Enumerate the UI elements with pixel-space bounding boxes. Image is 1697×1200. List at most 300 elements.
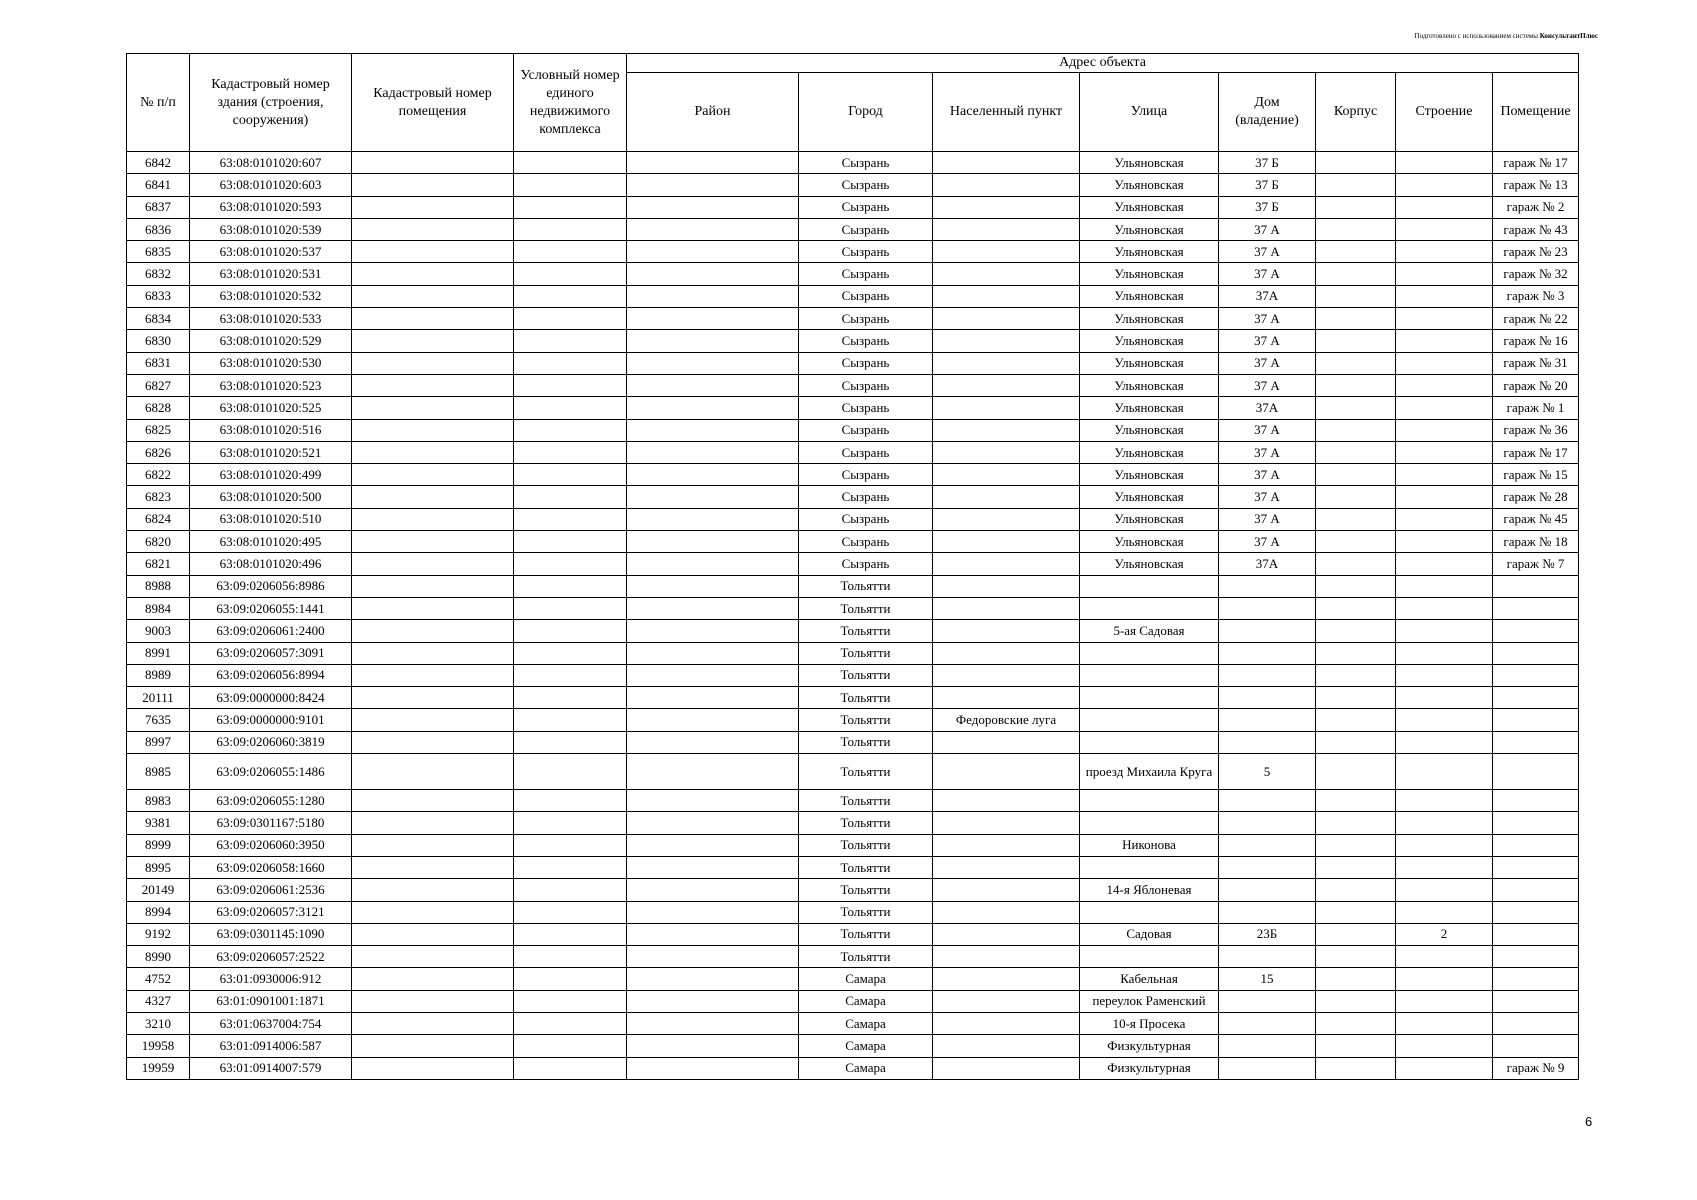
cell-num: 6834 [127, 308, 190, 330]
cell-room [1493, 754, 1579, 790]
cell-settlement [933, 968, 1080, 990]
cell-room [1493, 687, 1579, 709]
table-row [127, 834, 1579, 856]
cell-block [1316, 263, 1396, 285]
cell-district [627, 687, 799, 709]
cell-complex-number [514, 419, 627, 441]
cell-structure [1396, 642, 1493, 664]
cell-settlement [933, 687, 1080, 709]
cell-house [1219, 575, 1316, 597]
cell-block [1316, 441, 1396, 463]
cell-street: Ульяновская [1080, 330, 1219, 352]
cell-settlement [933, 464, 1080, 486]
cell-premise-cadastral [352, 441, 514, 463]
cell-settlement [933, 812, 1080, 834]
cell-num: 9381 [127, 812, 190, 834]
cell-num: 7635 [127, 709, 190, 731]
cell-room [1493, 834, 1579, 856]
cell-district [627, 330, 799, 352]
cell-district [627, 263, 799, 285]
cell-room: гараж № 43 [1493, 218, 1579, 240]
cell-street: Кабельная [1080, 968, 1219, 990]
cell-street: Ульяновская [1080, 464, 1219, 486]
cell-room [1493, 923, 1579, 945]
cell-street: переулок Раменский [1080, 990, 1219, 1012]
cell-district [627, 419, 799, 441]
cell-room: гараж № 31 [1493, 352, 1579, 374]
cell-premise-cadastral [352, 152, 514, 174]
cell-block [1316, 508, 1396, 530]
cell-room: гараж № 18 [1493, 531, 1579, 553]
cell-house: 37 Б [1219, 152, 1316, 174]
header-room: Помещение [1493, 73, 1579, 152]
cell-building-cadastral: 63:08:0101020:607 [190, 152, 352, 174]
cell-structure [1396, 834, 1493, 856]
cell-room: гараж № 28 [1493, 486, 1579, 508]
cell-room [1493, 620, 1579, 642]
cell-room [1493, 812, 1579, 834]
header-complex-number: Условный номер единого недвижимого комплекса [514, 54, 627, 152]
table-row [127, 308, 1579, 330]
cell-room [1493, 597, 1579, 619]
cell-city: Тольятти [799, 946, 933, 968]
cell-settlement [933, 531, 1080, 553]
cell-premise-cadastral [352, 419, 514, 441]
cell-city: Тольятти [799, 687, 933, 709]
cell-city: Сызрань [799, 263, 933, 285]
cell-settlement [933, 352, 1080, 374]
cell-premise-cadastral [352, 464, 514, 486]
cell-street: 10-я Просека [1080, 1012, 1219, 1034]
cell-premise-cadastral [352, 597, 514, 619]
cell-house: 23Б [1219, 923, 1316, 945]
cell-building-cadastral: 63:08:0101020:510 [190, 508, 352, 530]
cell-block [1316, 374, 1396, 396]
cell-structure [1396, 174, 1493, 196]
cell-num: 8994 [127, 901, 190, 923]
cell-street: Ульяновская [1080, 241, 1219, 263]
cell-district [627, 397, 799, 419]
cell-street: Ульяновская [1080, 285, 1219, 307]
cell-structure [1396, 1057, 1493, 1079]
cell-premise-cadastral [352, 575, 514, 597]
cell-building-cadastral: 63:08:0101020:529 [190, 330, 352, 352]
cell-street: Ульяновская [1080, 308, 1219, 330]
cell-district [627, 486, 799, 508]
cell-city: Тольятти [799, 834, 933, 856]
table-row [127, 790, 1579, 812]
cell-house: 37 Б [1219, 174, 1316, 196]
cell-room [1493, 901, 1579, 923]
cell-city: Тольятти [799, 754, 933, 790]
cell-complex-number [514, 330, 627, 352]
cell-house [1219, 946, 1316, 968]
cell-house [1219, 642, 1316, 664]
cell-block [1316, 241, 1396, 263]
cell-structure [1396, 812, 1493, 834]
cell-complex-number [514, 308, 627, 330]
cell-settlement [933, 923, 1080, 945]
cell-structure [1396, 263, 1493, 285]
cell-premise-cadastral [352, 812, 514, 834]
cell-complex-number [514, 946, 627, 968]
cell-settlement: Федоровские луга [933, 709, 1080, 731]
cell-building-cadastral: 63:08:0101020:523 [190, 374, 352, 396]
cell-num: 9003 [127, 620, 190, 642]
cell-house: 37 А [1219, 531, 1316, 553]
cell-building-cadastral: 63:08:0101020:495 [190, 531, 352, 553]
cell-district [627, 901, 799, 923]
cell-city: Тольятти [799, 620, 933, 642]
cell-district [627, 196, 799, 218]
cell-building-cadastral: 63:09:0206055:1441 [190, 597, 352, 619]
cell-house [1219, 709, 1316, 731]
cell-structure [1396, 285, 1493, 307]
cell-structure [1396, 508, 1493, 530]
cell-city: Сызрань [799, 464, 933, 486]
cell-room: гараж № 23 [1493, 241, 1579, 263]
cell-house [1219, 687, 1316, 709]
cell-complex-number [514, 374, 627, 396]
cell-district [627, 790, 799, 812]
cell-block [1316, 834, 1396, 856]
cell-settlement [933, 575, 1080, 597]
cell-structure [1396, 152, 1493, 174]
header-house: Дом (владение) [1219, 73, 1316, 152]
cell-premise-cadastral [352, 642, 514, 664]
cell-building-cadastral: 63:08:0101020:532 [190, 285, 352, 307]
cell-num: 6841 [127, 174, 190, 196]
cell-num: 6835 [127, 241, 190, 263]
cell-city: Сызрань [799, 241, 933, 263]
prepared-note-prefix: Подготовлено с использованием системы [1414, 32, 1538, 40]
cell-structure [1396, 901, 1493, 923]
cell-complex-number [514, 152, 627, 174]
cell-num: 6828 [127, 397, 190, 419]
cell-premise-cadastral [352, 241, 514, 263]
cell-settlement [933, 330, 1080, 352]
cell-structure [1396, 1035, 1493, 1057]
table-row [127, 196, 1579, 218]
cell-district [627, 308, 799, 330]
cell-block [1316, 531, 1396, 553]
cell-room: гараж № 2 [1493, 196, 1579, 218]
table-row [127, 174, 1579, 196]
cell-city: Тольятти [799, 597, 933, 619]
cell-building-cadastral: 63:09:0206057:3091 [190, 642, 352, 664]
cell-structure [1396, 553, 1493, 575]
table-row [127, 731, 1579, 753]
cell-settlement [933, 553, 1080, 575]
cell-block [1316, 464, 1396, 486]
cell-building-cadastral: 63:08:0101020:537 [190, 241, 352, 263]
cell-house [1219, 1057, 1316, 1079]
cell-house [1219, 812, 1316, 834]
cell-premise-cadastral [352, 553, 514, 575]
cell-num: 8991 [127, 642, 190, 664]
cell-street: Ульяновская [1080, 218, 1219, 240]
cell-num: 8984 [127, 597, 190, 619]
cell-house [1219, 597, 1316, 619]
cell-street: Ульяновская [1080, 419, 1219, 441]
cell-settlement [933, 790, 1080, 812]
cell-num: 8983 [127, 790, 190, 812]
cell-house [1219, 731, 1316, 753]
cell-street: Физкультурная [1080, 1057, 1219, 1079]
cell-structure [1396, 597, 1493, 619]
cell-premise-cadastral [352, 397, 514, 419]
cell-complex-number [514, 901, 627, 923]
cell-block [1316, 308, 1396, 330]
cell-city: Сызрань [799, 441, 933, 463]
cell-complex-number [514, 464, 627, 486]
cell-room [1493, 664, 1579, 686]
cell-city: Сызрань [799, 374, 933, 396]
cell-street [1080, 856, 1219, 878]
cell-city: Сызрань [799, 553, 933, 575]
cell-street: Ульяновская [1080, 397, 1219, 419]
cell-district [627, 152, 799, 174]
cell-room: гараж № 16 [1493, 330, 1579, 352]
cell-num: 6831 [127, 352, 190, 374]
cell-premise-cadastral [352, 834, 514, 856]
cell-complex-number [514, 642, 627, 664]
header-district: Район [627, 73, 799, 152]
cell-district [627, 879, 799, 901]
cell-city: Сызрань [799, 531, 933, 553]
cell-district [627, 241, 799, 263]
cell-settlement [933, 441, 1080, 463]
cell-street [1080, 642, 1219, 664]
cell-city: Тольятти [799, 790, 933, 812]
cell-house [1219, 620, 1316, 642]
cell-district [627, 946, 799, 968]
cell-complex-number [514, 990, 627, 1012]
cell-structure [1396, 196, 1493, 218]
cell-complex-number [514, 620, 627, 642]
cell-premise-cadastral [352, 901, 514, 923]
cell-structure [1396, 374, 1493, 396]
cell-city: Тольятти [799, 575, 933, 597]
cell-block [1316, 196, 1396, 218]
cell-district [627, 285, 799, 307]
cell-street: проезд Михаила Круга [1080, 754, 1219, 790]
cell-street: Ульяновская [1080, 553, 1219, 575]
cell-structure [1396, 620, 1493, 642]
cell-complex-number [514, 968, 627, 990]
cell-street: Никонова [1080, 834, 1219, 856]
cell-settlement [933, 642, 1080, 664]
cell-block [1316, 709, 1396, 731]
cell-block [1316, 174, 1396, 196]
cell-premise-cadastral [352, 709, 514, 731]
cell-num: 6830 [127, 330, 190, 352]
cell-street: 5-ая Садовая [1080, 620, 1219, 642]
cell-complex-number [514, 263, 627, 285]
table-row [127, 419, 1579, 441]
cell-num: 3210 [127, 1012, 190, 1034]
cell-house: 37 А [1219, 308, 1316, 330]
cell-settlement [933, 218, 1080, 240]
cell-building-cadastral: 63:09:0206055:1280 [190, 790, 352, 812]
cell-city: Сызрань [799, 196, 933, 218]
cell-complex-number [514, 687, 627, 709]
cell-district [627, 597, 799, 619]
cell-room [1493, 731, 1579, 753]
cell-num: 8985 [127, 754, 190, 790]
cell-block [1316, 553, 1396, 575]
cell-premise-cadastral [352, 1012, 514, 1034]
cell-num: 8988 [127, 575, 190, 597]
cell-num: 8997 [127, 731, 190, 753]
cell-premise-cadastral [352, 946, 514, 968]
table-row [127, 664, 1579, 686]
cell-settlement [933, 419, 1080, 441]
cell-premise-cadastral [352, 196, 514, 218]
cell-house: 37 Б [1219, 196, 1316, 218]
cell-house [1219, 1035, 1316, 1057]
cell-city: Сызрань [799, 174, 933, 196]
cell-district [627, 508, 799, 530]
cell-block [1316, 664, 1396, 686]
cell-building-cadastral: 63:09:0206055:1486 [190, 754, 352, 790]
header-settlement: Населенный пункт [933, 73, 1080, 152]
cell-structure [1396, 330, 1493, 352]
cell-premise-cadastral [352, 856, 514, 878]
table-row [127, 946, 1579, 968]
cell-house: 37 А [1219, 419, 1316, 441]
cell-block [1316, 856, 1396, 878]
cell-district [627, 834, 799, 856]
cell-structure [1396, 464, 1493, 486]
cell-complex-number [514, 285, 627, 307]
cell-house [1219, 834, 1316, 856]
cell-complex-number [514, 834, 627, 856]
registry-table-body [127, 152, 1579, 1080]
cell-block [1316, 597, 1396, 619]
cell-city: Самара [799, 1012, 933, 1034]
cell-district [627, 1035, 799, 1057]
cell-house: 37 А [1219, 241, 1316, 263]
cell-building-cadastral: 63:08:0101020:521 [190, 441, 352, 463]
cell-num: 19959 [127, 1057, 190, 1079]
cell-room: гараж № 17 [1493, 441, 1579, 463]
cell-city: Сызрань [799, 508, 933, 530]
table-row [127, 374, 1579, 396]
table-row [127, 241, 1579, 263]
cell-num: 20111 [127, 687, 190, 709]
cell-premise-cadastral [352, 731, 514, 753]
cell-house: 37 А [1219, 441, 1316, 463]
cell-block [1316, 330, 1396, 352]
cell-room: гараж № 1 [1493, 397, 1579, 419]
cell-city: Тольятти [799, 879, 933, 901]
cell-room: гараж № 9 [1493, 1057, 1579, 1079]
cell-structure [1396, 946, 1493, 968]
cell-street [1080, 901, 1219, 923]
header-address-group: Адрес объекта [627, 54, 1579, 73]
cell-district [627, 754, 799, 790]
cell-house: 37 А [1219, 330, 1316, 352]
cell-room: гараж № 22 [1493, 308, 1579, 330]
cell-block [1316, 879, 1396, 901]
table-row [127, 218, 1579, 240]
cell-street: Ульяновская [1080, 531, 1219, 553]
cell-settlement [933, 664, 1080, 686]
cell-district [627, 374, 799, 396]
cell-num: 6825 [127, 419, 190, 441]
table-row [127, 263, 1579, 285]
cell-num: 8990 [127, 946, 190, 968]
cell-city: Сызрань [799, 218, 933, 240]
cell-complex-number [514, 531, 627, 553]
table-row [127, 1035, 1579, 1057]
cell-room: гараж № 36 [1493, 419, 1579, 441]
cell-street [1080, 709, 1219, 731]
cell-room [1493, 856, 1579, 878]
cell-settlement [933, 174, 1080, 196]
cell-settlement [933, 152, 1080, 174]
cell-building-cadastral: 63:08:0101020:496 [190, 553, 352, 575]
cell-complex-number [514, 218, 627, 240]
cell-complex-number [514, 731, 627, 753]
prepared-note [1415, 32, 1598, 40]
cell-district [627, 352, 799, 374]
cell-complex-number [514, 709, 627, 731]
cell-structure [1396, 968, 1493, 990]
cell-house [1219, 901, 1316, 923]
cell-structure [1396, 790, 1493, 812]
cell-building-cadastral: 63:09:0206061:2536 [190, 879, 352, 901]
cell-settlement [933, 263, 1080, 285]
cell-district [627, 1057, 799, 1079]
cell-house: 37 А [1219, 508, 1316, 530]
cell-street [1080, 790, 1219, 812]
table-row [127, 856, 1579, 878]
cell-building-cadastral: 63:09:0206061:2400 [190, 620, 352, 642]
cell-complex-number [514, 856, 627, 878]
cell-block [1316, 790, 1396, 812]
cell-house [1219, 879, 1316, 901]
cell-room [1493, 1012, 1579, 1034]
cell-district [627, 531, 799, 553]
cell-city: Самара [799, 990, 933, 1012]
cell-building-cadastral: 63:01:0930006:912 [190, 968, 352, 990]
cell-premise-cadastral [352, 374, 514, 396]
cell-block [1316, 923, 1396, 945]
cell-street [1080, 664, 1219, 686]
cell-num: 8999 [127, 834, 190, 856]
cell-building-cadastral: 63:08:0101020:530 [190, 352, 352, 374]
table-row [127, 464, 1579, 486]
cell-building-cadastral: 63:01:0914006:587 [190, 1035, 352, 1057]
table-row [127, 1012, 1579, 1034]
cell-building-cadastral: 63:01:0901001:1871 [190, 990, 352, 1012]
cell-block [1316, 968, 1396, 990]
cell-premise-cadastral [352, 1057, 514, 1079]
cell-block [1316, 486, 1396, 508]
cell-premise-cadastral [352, 754, 514, 790]
cell-settlement [933, 1035, 1080, 1057]
cell-house: 37 А [1219, 374, 1316, 396]
cell-structure [1396, 308, 1493, 330]
cell-num: 6832 [127, 263, 190, 285]
cell-block [1316, 946, 1396, 968]
cell-building-cadastral: 63:01:0637004:754 [190, 1012, 352, 1034]
cell-premise-cadastral [352, 687, 514, 709]
page-number: 6 [1585, 1114, 1593, 1129]
cell-settlement [933, 731, 1080, 753]
